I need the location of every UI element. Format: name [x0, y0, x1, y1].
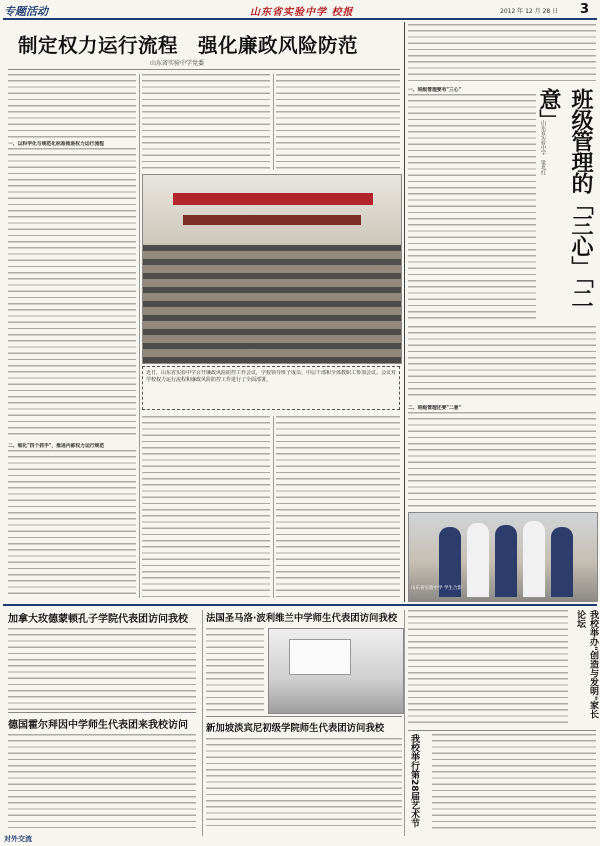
story-parent-forum-rule [408, 730, 596, 731]
story-singapore-headline: 新加坡淡宾尼初级学院师生代表团访问我校 [206, 723, 385, 734]
story-france-headline: 法国圣马洛·波利维兰中学师生代表团访问我校 [206, 613, 398, 624]
story-canada-headline: 加拿大玫德蒙顿孔子学院代表团访问我校 [8, 614, 188, 625]
conference-stage [143, 175, 401, 243]
lead-headline-rule [8, 69, 400, 70]
side-text-col-a [408, 94, 536, 322]
photo-caption: 近日，山东省实验中学召开廉政风险防控工作会议，学校领导班子成员、中层干部和全体教职工参加会议。会议对学校权力运行流程和廉政风险防控工作进行了全面部署。 [146, 370, 396, 383]
lead-text-col-1b [8, 148, 136, 438]
lead-byline: 山东省实验中学党委 [150, 60, 205, 67]
side-subhead-1: 一、班级管理要有"三心" [408, 88, 461, 93]
lead-text-col-3-top [276, 74, 400, 170]
section-divider [3, 604, 597, 606]
story-singapore-text [206, 738, 402, 830]
header-rule [3, 18, 597, 20]
lead-headline: 制定权力运行流程 强化廉政风险防范 [18, 34, 359, 57]
side-text-top [408, 24, 596, 82]
student-figure [495, 525, 517, 597]
footer-section-label: 对外交流 [4, 835, 32, 843]
lead-subhead-1: 一、以科学化与规范化标准推进权力运行流程 [8, 142, 104, 147]
story-art-festival-text [432, 734, 596, 830]
masthead-logo: 山东省实验中学 校报 [250, 7, 354, 18]
bottom-col-divider-1 [202, 610, 203, 836]
students-photo [408, 512, 598, 602]
conference-podium [183, 215, 361, 225]
lead-text-col-1c [8, 450, 136, 598]
side-text-col-c [408, 412, 596, 508]
story-parent-forum-headline: 我校举办"创造与发明"家长论坛 [575, 610, 598, 719]
story-canada-rule [8, 712, 196, 713]
conference-photo [142, 174, 402, 364]
story-france-text-a [206, 628, 264, 668]
side-feature-byline: 山东省实验中学 梁兆红 [540, 120, 546, 175]
lead-col-divider-2 [273, 74, 274, 170]
issue-date: 2012 年 12 月 28 日 [500, 8, 559, 15]
section-label: 专题活动 [4, 5, 48, 18]
lead-col-divider-3 [273, 416, 274, 598]
bottom-col-divider-2 [404, 610, 405, 836]
lead-text-col-3-bottom [276, 416, 400, 598]
story-germany-headline: 德国霍尔拜因中学师生代表团来我校访问 [8, 720, 188, 731]
student-figure [523, 521, 545, 597]
france-visit-screen [289, 639, 351, 675]
story-germany-text [8, 734, 196, 828]
conference-banner [173, 193, 373, 205]
lead-text-col-1a [8, 74, 136, 138]
student-figure [551, 527, 573, 597]
lead-subhead-2: 二、细化"四个抓手"，推进内部权力运行规范 [8, 444, 105, 449]
france-visit-photo [268, 628, 404, 714]
story-canada-text [8, 628, 196, 710]
story-france-rule [206, 716, 402, 717]
page-number: 3 [580, 2, 590, 17]
story-contest-text-a [408, 610, 568, 728]
lead-text-col-2-bottom [142, 416, 270, 598]
lead-text-col-2-top [142, 74, 270, 170]
students-photo-caption: 山东省实验中学 学生合影 [411, 586, 462, 591]
story-art-festival-headline: 我校举行第28届艺术节 [409, 734, 419, 828]
lead-col-divider-1 [139, 74, 140, 598]
student-figure [467, 523, 489, 597]
side-text-col-b [408, 326, 596, 400]
story-france-text-b [206, 672, 264, 712]
photo-caption-box [142, 366, 400, 410]
side-feature-title: 班级管理的「三心」「二意」 [536, 88, 593, 308]
side-subhead-2: 二、班级管理还要"二意" [408, 406, 461, 411]
audience-rows [143, 245, 401, 363]
